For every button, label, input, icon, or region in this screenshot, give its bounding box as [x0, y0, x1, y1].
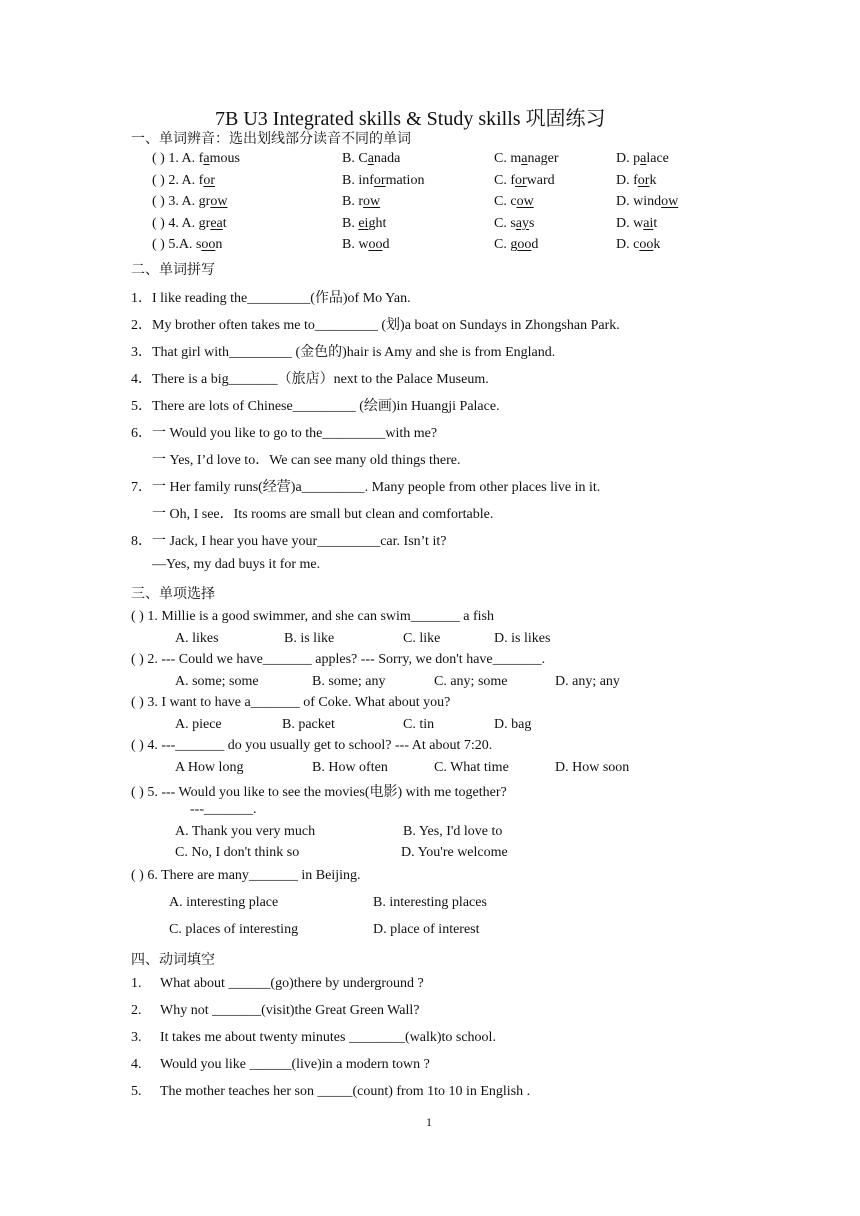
phonetic-option-b: B. information: [342, 173, 425, 188]
phonetic-option-a: ( ) 3. A. grow: [152, 194, 228, 209]
choice-option: D. bag: [494, 717, 532, 732]
phonetic-option-d: D. cook: [616, 237, 661, 252]
choice-option: A. Thank you very much: [175, 824, 316, 839]
section-heading-1: 一、单词辨音：选出划线部分读音不同的单词: [131, 132, 411, 147]
phonetic-question-number: ( ) 1. A.: [152, 151, 199, 166]
phonetic-option-d: D. window: [616, 194, 679, 209]
choice-question: ( ) 5. --- Would you like to see the movies(电影) with me together?: [131, 785, 507, 800]
phonetic-question-number: ( ) 3. A.: [152, 194, 199, 209]
choice-option: C. places of interesting: [169, 922, 299, 937]
spelling-item: 2．My brother often takes me to_________ (划)a boat on Sundays in Zhongshan Park.: [131, 318, 620, 333]
phonetic-option-b: B. wood: [342, 237, 390, 252]
choice-question: ( ) 6. There are many_______ in Beijing.: [131, 868, 361, 883]
choice-option: A. likes: [175, 631, 219, 646]
choice-question: ( ) 3. I want to have a_______ of Coke. What about you?: [131, 695, 451, 710]
phonetic-option-a: ( ) 4. A. great: [152, 216, 227, 231]
choice-option: B. is like: [284, 631, 335, 646]
spelling-item: 7．一 Her family runs(经营)a_________. Many people from other places live in it.: [131, 480, 601, 495]
phonetic-option-c: C. cow: [494, 194, 534, 209]
section-heading-3: 三、单项选择: [131, 587, 215, 602]
verb-item: What about ______(go)there by underground ?: [160, 976, 424, 991]
spelling-item: 一 Yes, I’d love to．We can see many old things there.: [152, 453, 461, 468]
phonetic-option-c: C. says: [494, 216, 535, 231]
choice-option: A. some; some: [175, 674, 259, 689]
choice-option: C. like: [403, 631, 441, 646]
choice-option: C. any; some: [434, 674, 508, 689]
verb-item: Why not _______(visit)the Great Green Wall?: [160, 1003, 420, 1018]
choice-option: D. How soon: [555, 760, 630, 775]
phonetic-option-a: ( ) 2. A. for: [152, 173, 216, 188]
spelling-item: 1．I like reading the_________(作品)of Mo Yan.: [131, 291, 411, 306]
choice-question: ( ) 2. --- Could we have_______ apples? --- Sorry, we don't have_______.: [131, 652, 546, 667]
verb-item: It takes me about twenty minutes ________(walk)to school.: [160, 1030, 496, 1045]
choice-option: C. tin: [403, 717, 435, 732]
spelling-item: 3．That girl with_________ (金色的)hair is Amy and she is from England.: [131, 345, 556, 360]
phonetic-option-d: D. wait: [616, 216, 658, 231]
phonetic-option-a: ( ) 5.A. soon: [152, 237, 223, 252]
choice-option: A. piece: [175, 717, 222, 732]
phonetic-question-number: ( ) 5.A.: [152, 237, 196, 252]
choice-question: ( ) 1. Millie is a good swimmer, and she can swim_______ a fish: [131, 609, 494, 624]
choice-option: B. packet: [282, 717, 335, 732]
spelling-item: 5．There are lots of Chinese_________ (绘画)in Huangji Palace.: [131, 399, 500, 414]
phonetic-option-b: B. Canada: [342, 151, 401, 166]
spelling-item: 8．一 Jack, I hear you have your_________car. Isn’t it?: [131, 534, 447, 549]
spelling-item: 一 Oh, I see．Its rooms are small but clean and comfortable.: [152, 507, 494, 522]
phonetic-option-a: ( ) 1. A. famous: [152, 151, 240, 166]
verb-item-number: 2.: [131, 1003, 142, 1018]
spelling-item: —Yes, my dad buys it for me.: [152, 557, 321, 572]
phonetic-option-c: C. manager: [494, 151, 559, 166]
choice-option: D. is likes: [494, 631, 551, 646]
phonetic-option-c: C. forward: [494, 173, 555, 188]
choice-option: B. Yes, I'd love to: [403, 824, 503, 839]
verb-item-number: 5.: [131, 1084, 142, 1099]
choice-option: B. some; any: [312, 674, 386, 689]
phonetic-option-d: D. fork: [616, 173, 657, 188]
phonetic-option-d: D. palace: [616, 151, 669, 166]
choice-option: C. No, I don't think so: [175, 845, 300, 860]
choice-option: D. You're welcome: [401, 845, 508, 860]
choice-option: A How long: [175, 760, 244, 775]
choice-option: A. interesting place: [169, 895, 279, 910]
phonetic-option-b: B. row: [342, 194, 381, 209]
verb-item-number: 3.: [131, 1030, 142, 1045]
verb-item: The mother teaches her son _____(count) from 1to 10 in English .: [160, 1084, 531, 1099]
verb-item: Would you like ______(live)in a modern town ?: [160, 1057, 430, 1072]
page-title: 7B U3 Integrated skills & Study skills 巩固练习: [215, 108, 606, 130]
section-heading-2: 二、单词拼写: [131, 263, 215, 278]
choice-option: C. What time: [434, 760, 509, 775]
choice-option: D. any; any: [555, 674, 620, 689]
section-heading-4: 四、动词填空: [131, 953, 215, 968]
choice-option: D. place of interest: [373, 922, 480, 937]
choice-option: B. How often: [312, 760, 388, 775]
verb-item-number: 4.: [131, 1057, 142, 1072]
phonetic-question-number: ( ) 4. A.: [152, 216, 199, 231]
choice-answer-blank: ---_______.: [190, 802, 257, 817]
choice-option: B. interesting places: [373, 895, 487, 910]
spelling-item: 6．一 Would you like to go to the_________with me?: [131, 426, 438, 441]
verb-item-number: 1.: [131, 976, 142, 991]
spelling-item: 4．There is a big_______（旅店）next to the Palace Museum.: [131, 372, 489, 387]
choice-question: ( ) 4. ---_______ do you usually get to school? --- At about 7:20.: [131, 738, 493, 753]
phonetic-option-c: C. good: [494, 237, 539, 252]
phonetic-option-b: B. eight: [342, 216, 387, 231]
phonetic-question-number: ( ) 2. A.: [152, 173, 199, 188]
page-number: 1: [426, 1115, 432, 1129]
